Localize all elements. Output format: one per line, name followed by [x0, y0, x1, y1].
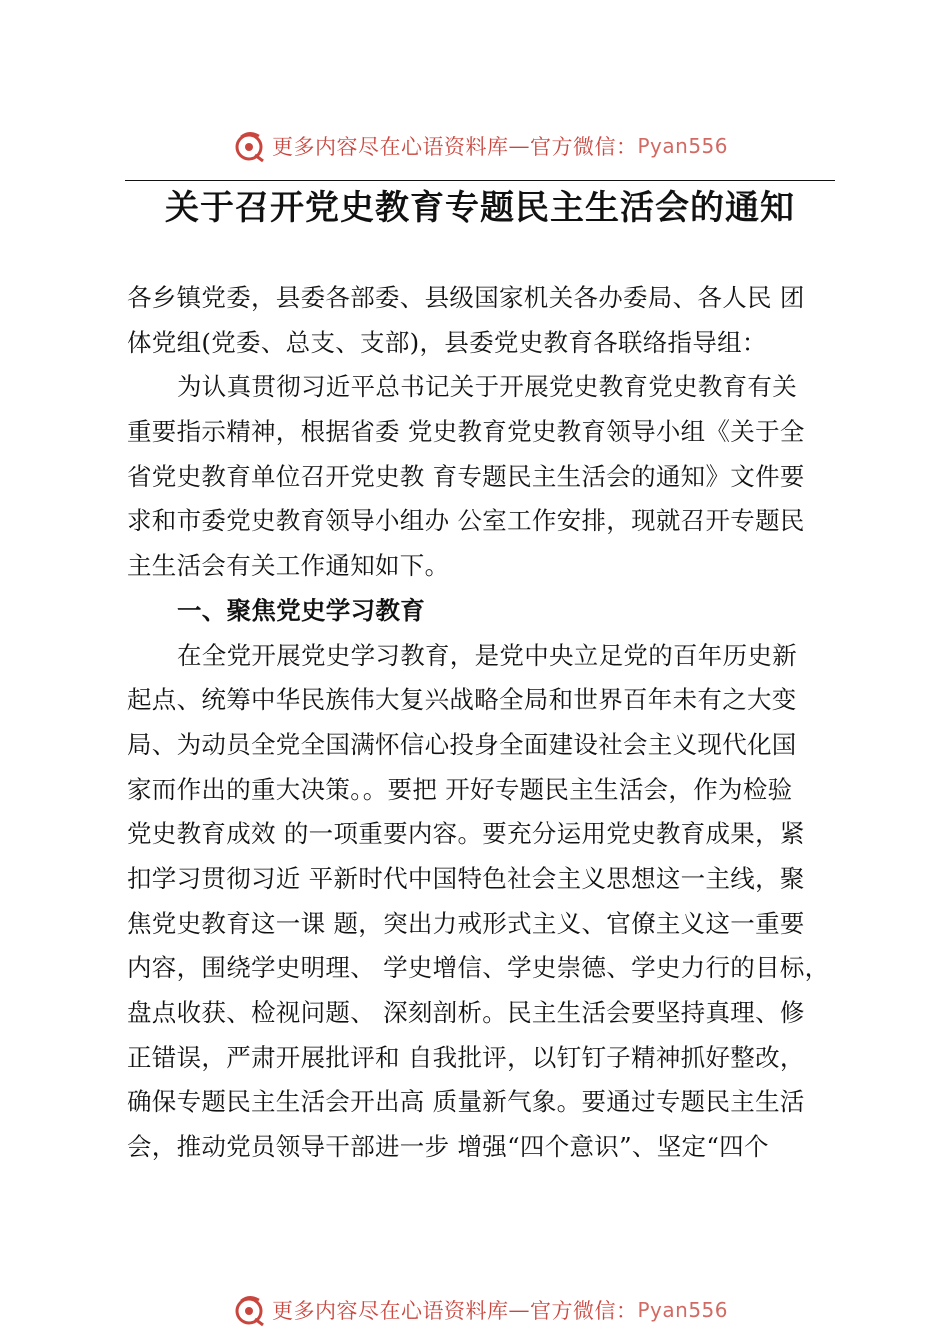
body-line: 正错误，严肃开展批评和 自我批评，以钉钉子精神抓好整改， [127, 1042, 805, 1072]
brand-logo-icon [232, 128, 268, 164]
body-line: 在全党开展党史学习教育，是党中央立足党的百年历史新 [177, 640, 797, 670]
body-line: 焦党史教育这一课 题，突出力戒形式主义、官僚主义这一重要 [127, 908, 805, 938]
banner-account-id: Pyan556 [637, 134, 729, 158]
body-line: 家而作出的重大决策。。要把 开好专题民主生活会，作为检验 [127, 774, 793, 804]
banner-separator: — [508, 134, 530, 158]
banner-account-label: 官方微信： [530, 135, 638, 159]
banner-separator: — [508, 1298, 530, 1322]
body-line: 会，推动党员领导干部进一步 增强“四个意识”、坚定“四个 [127, 1132, 769, 1162]
body-line: 为认真贯彻习近平总书记关于开展党史教育党史教育有关 [177, 372, 797, 402]
section-heading: 一、聚焦党史学习教育 [177, 595, 425, 625]
body-line: 各乡镇党委，县委各部委、县级国家机关各办委局、各人民 团 [127, 283, 805, 312]
footer-watermark-banner [0, 1290, 950, 1330]
body-line: 重要指示精神，根据省委 党史教育党史教育领导小组《关于全 [127, 417, 805, 447]
body-line: 扣学习贯彻习近 平新时代中国特色社会主义思想这一主线，聚 [127, 863, 805, 893]
body-line: 确保专题民主生活会开出高 质量新气象。要通过专题民主生活 [127, 1087, 805, 1117]
banner-slogan: 更多内容尽在心语资料库 [272, 1299, 509, 1323]
title-divider [125, 180, 835, 181]
body-line: 主生活会有关工作通知如下。 [127, 551, 450, 581]
page-title: 关于召开党史教育专题民主生活会的通知 [165, 188, 795, 228]
header-watermark-banner [0, 126, 950, 166]
body-line: 局、为动员全党全国满怀信心投身全面建设社会主义现代化国 [127, 729, 797, 759]
banner-account-id: Pyan556 [637, 1298, 729, 1322]
body-line: 盘点收获、检视问题、 深刻剖析。民主生活会要坚持真理、修 [127, 998, 805, 1027]
body-line: 体党组(党委、总支、支部)，县委党史教育各联络指导组： [127, 327, 767, 357]
body-line: 求和市委党史教育领导小组办 公室工作安排，现就召开专题民 [127, 506, 805, 536]
body-line: 省党史教育单位召开党史教 育专题民主生活会的通知》文件要 [127, 461, 805, 491]
brand-logo-icon [232, 1292, 268, 1328]
body-line: 党史教育成效 的一项重要内容。要充分运用党史教育成果，紧 [127, 819, 805, 849]
body-line: 内容，围绕学史明理、 学史增信、学史崇德、学史力行的目标， [127, 953, 830, 983]
banner-slogan: 更多内容尽在心语资料库 [272, 135, 509, 159]
document-body [127, 276, 839, 1170]
body-line: 起点、统筹中华民族伟大复兴战略全局和世界百年未有之大变 [127, 685, 797, 715]
banner-account-label: 官方微信： [530, 1299, 638, 1323]
